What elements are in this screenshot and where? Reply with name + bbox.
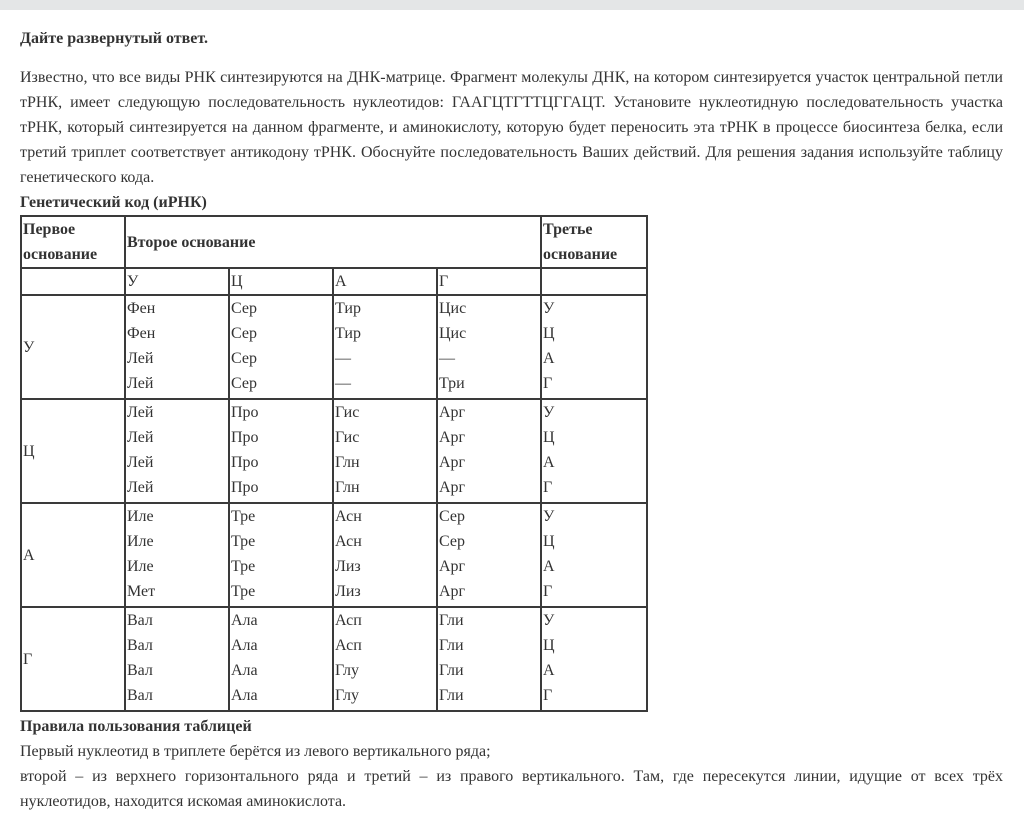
amino-acid: Гис	[335, 404, 360, 421]
amino-acid-cell	[125, 399, 229, 503]
amino-acid: Асн	[335, 508, 362, 525]
amino-acid-cell	[333, 503, 437, 607]
header-row	[21, 216, 647, 268]
amino-acid-cell	[333, 607, 437, 711]
amino-acid: Про	[231, 404, 259, 421]
amino-acid: Лей	[127, 375, 154, 392]
third-base: Ц	[543, 637, 555, 654]
amino-acid: Про	[231, 454, 259, 471]
second-base-a: А	[333, 268, 437, 295]
amino-acid: Цис	[439, 325, 467, 342]
amino-acid: Тре	[231, 583, 256, 600]
amino-acid: Гис	[335, 429, 360, 446]
genetic-code-table	[20, 215, 648, 712]
third-base: Г	[543, 583, 553, 600]
amino-acid: Вал	[127, 612, 153, 629]
empty-cell	[21, 268, 125, 295]
amino-acid-cell	[125, 503, 229, 607]
codon-group-row-c	[21, 399, 647, 503]
amino-acid: Лей	[127, 454, 154, 471]
rules-line-1: Первый нуклеотид в триплете берётся из левого вертикального ряда;	[20, 743, 491, 760]
amino-acid: Фен	[127, 300, 156, 317]
third-base: У	[543, 508, 555, 525]
amino-acid: Гли	[439, 612, 464, 629]
first-base-cell: А	[21, 503, 125, 607]
amino-acid: Асн	[335, 533, 362, 550]
third-base: А	[543, 350, 555, 367]
amino-acid: Вал	[127, 662, 153, 679]
third-base: У	[543, 404, 555, 421]
rules-title: Правила пользования таблицей	[20, 718, 252, 735]
third-base: Ц	[543, 429, 555, 446]
amino-acid: Лиз	[335, 558, 361, 575]
amino-acid: Сер	[231, 325, 257, 342]
amino-acid-cell	[333, 295, 437, 399]
amino-acid: Тре	[231, 508, 256, 525]
amino-acid: Арг	[439, 454, 466, 471]
header-second-base: Второе основание	[125, 216, 541, 268]
task-text: Известно, что все виды РНК синтезируются на ДНК-матрице. Фрагмент молекулы ДНК, на котором синтезируется участок центральной петли тРНК, имеет следующую последовательность нуклеотидов: ГААГЦТГТТЦГГАЦТ. Установите нуклеотидную последовательность участка тРНК, который синтезируется на данном фрагменте, и аминокислоту, которую будет переносить эта тРНК в процессе биосинтеза белка, если третий триплет соответствует антикодону тРНК. Обоснуйте последовательность Ваших действий. Для решения задания используйте таблицу генетического кода.	[20, 69, 1003, 186]
amino-acid: Тир	[335, 325, 361, 342]
third-base-cell	[541, 607, 647, 711]
amino-acid-cell	[125, 607, 229, 711]
amino-acid: Сер	[231, 375, 257, 392]
amino-acid: Глн	[335, 479, 360, 496]
amino-acid-cell	[125, 295, 229, 399]
third-base-cell	[541, 399, 647, 503]
amino-acid-cell	[437, 607, 541, 711]
amino-acid: Лей	[127, 429, 154, 446]
amino-acid-cell	[437, 399, 541, 503]
amino-acid: Арг	[439, 479, 466, 496]
amino-acid: Иле	[127, 533, 154, 550]
amino-acid: Ала	[231, 662, 258, 679]
amino-acid: Тре	[231, 533, 256, 550]
second-base-row	[21, 268, 647, 295]
third-base: Г	[543, 687, 553, 704]
amino-acid: Гли	[439, 662, 464, 679]
amino-acid: Лей	[127, 350, 154, 367]
second-base-u: У	[125, 268, 229, 295]
amino-acid: Сер	[439, 533, 465, 550]
amino-acid: Цис	[439, 300, 467, 317]
amino-acid: Ала	[231, 687, 258, 704]
amino-acid: —	[439, 350, 455, 367]
amino-acid: Иле	[127, 508, 154, 525]
third-base: А	[543, 558, 555, 575]
amino-acid: Сер	[231, 350, 257, 367]
amino-acid: Ала	[231, 637, 258, 654]
third-base: Ц	[543, 325, 555, 342]
third-base: А	[543, 454, 555, 471]
third-base: Ц	[543, 533, 555, 550]
second-base-c: Ц	[229, 268, 333, 295]
amino-acid: Ала	[231, 612, 258, 629]
amino-acid: Иле	[127, 558, 154, 575]
amino-acid: Фен	[127, 325, 156, 342]
top-bar	[0, 0, 1024, 10]
first-base-cell: Ц	[21, 399, 125, 503]
task-heading: Дайте развернутый ответ.	[20, 30, 208, 47]
amino-acid: —	[335, 375, 351, 392]
amino-acid: Арг	[439, 583, 466, 600]
header-third-base: Третье основание	[541, 216, 647, 268]
header-first-base: Первое основание	[21, 216, 125, 268]
third-base: А	[543, 662, 555, 679]
amino-acid: Сер	[439, 508, 465, 525]
empty-cell	[541, 268, 647, 295]
third-base: У	[543, 300, 555, 317]
codon-group-row-a	[21, 503, 647, 607]
amino-acid: Тир	[335, 300, 361, 317]
amino-acid: Арг	[439, 558, 466, 575]
amino-acid: Глн	[335, 454, 360, 471]
amino-acid: Сер	[231, 300, 257, 317]
amino-acid-cell	[229, 399, 333, 503]
amino-acid: Асп	[335, 612, 362, 629]
rules-line-2: второй – из верхнего горизонтального ряда и третий – из правого вертикального. Там, где пересекутся линии, идущие от всех трёх нуклеотидов, находится искомая аминокислота.	[20, 768, 1003, 810]
amino-acid: Три	[439, 375, 465, 392]
amino-acid: Гли	[439, 637, 464, 654]
amino-acid: Лиз	[335, 583, 361, 600]
amino-acid: Про	[231, 479, 259, 496]
amino-acid: Лей	[127, 404, 154, 421]
amino-acid: Асп	[335, 637, 362, 654]
amino-acid: Глу	[335, 687, 360, 704]
amino-acid-cell	[229, 295, 333, 399]
amino-acid: Мет	[127, 583, 156, 600]
table-title: Генетический код (иРНК)	[20, 194, 207, 211]
amino-acid: Арг	[439, 404, 466, 421]
amino-acid-cell	[229, 503, 333, 607]
amino-acid: Тре	[231, 558, 256, 575]
amino-acid: Глу	[335, 662, 360, 679]
amino-acid: Про	[231, 429, 259, 446]
amino-acid: Арг	[439, 429, 466, 446]
third-base-cell	[541, 295, 647, 399]
codon-group-row-g	[21, 607, 647, 711]
amino-acid-cell	[229, 607, 333, 711]
third-base: У	[543, 612, 555, 629]
amino-acid: Вал	[127, 637, 153, 654]
amino-acid: Гли	[439, 687, 464, 704]
amino-acid-cell	[333, 399, 437, 503]
amino-acid: Вал	[127, 687, 153, 704]
first-base-cell: Г	[21, 607, 125, 711]
first-base-cell: У	[21, 295, 125, 399]
amino-acid-cell	[437, 503, 541, 607]
codon-group-row-u	[21, 295, 647, 399]
third-base-cell	[541, 503, 647, 607]
third-base: Г	[543, 375, 553, 392]
amino-acid-cell	[437, 295, 541, 399]
third-base: Г	[543, 479, 553, 496]
second-base-g: Г	[437, 268, 541, 295]
amino-acid: —	[335, 350, 351, 367]
task-content	[20, 26, 1003, 814]
amino-acid: Лей	[127, 479, 154, 496]
